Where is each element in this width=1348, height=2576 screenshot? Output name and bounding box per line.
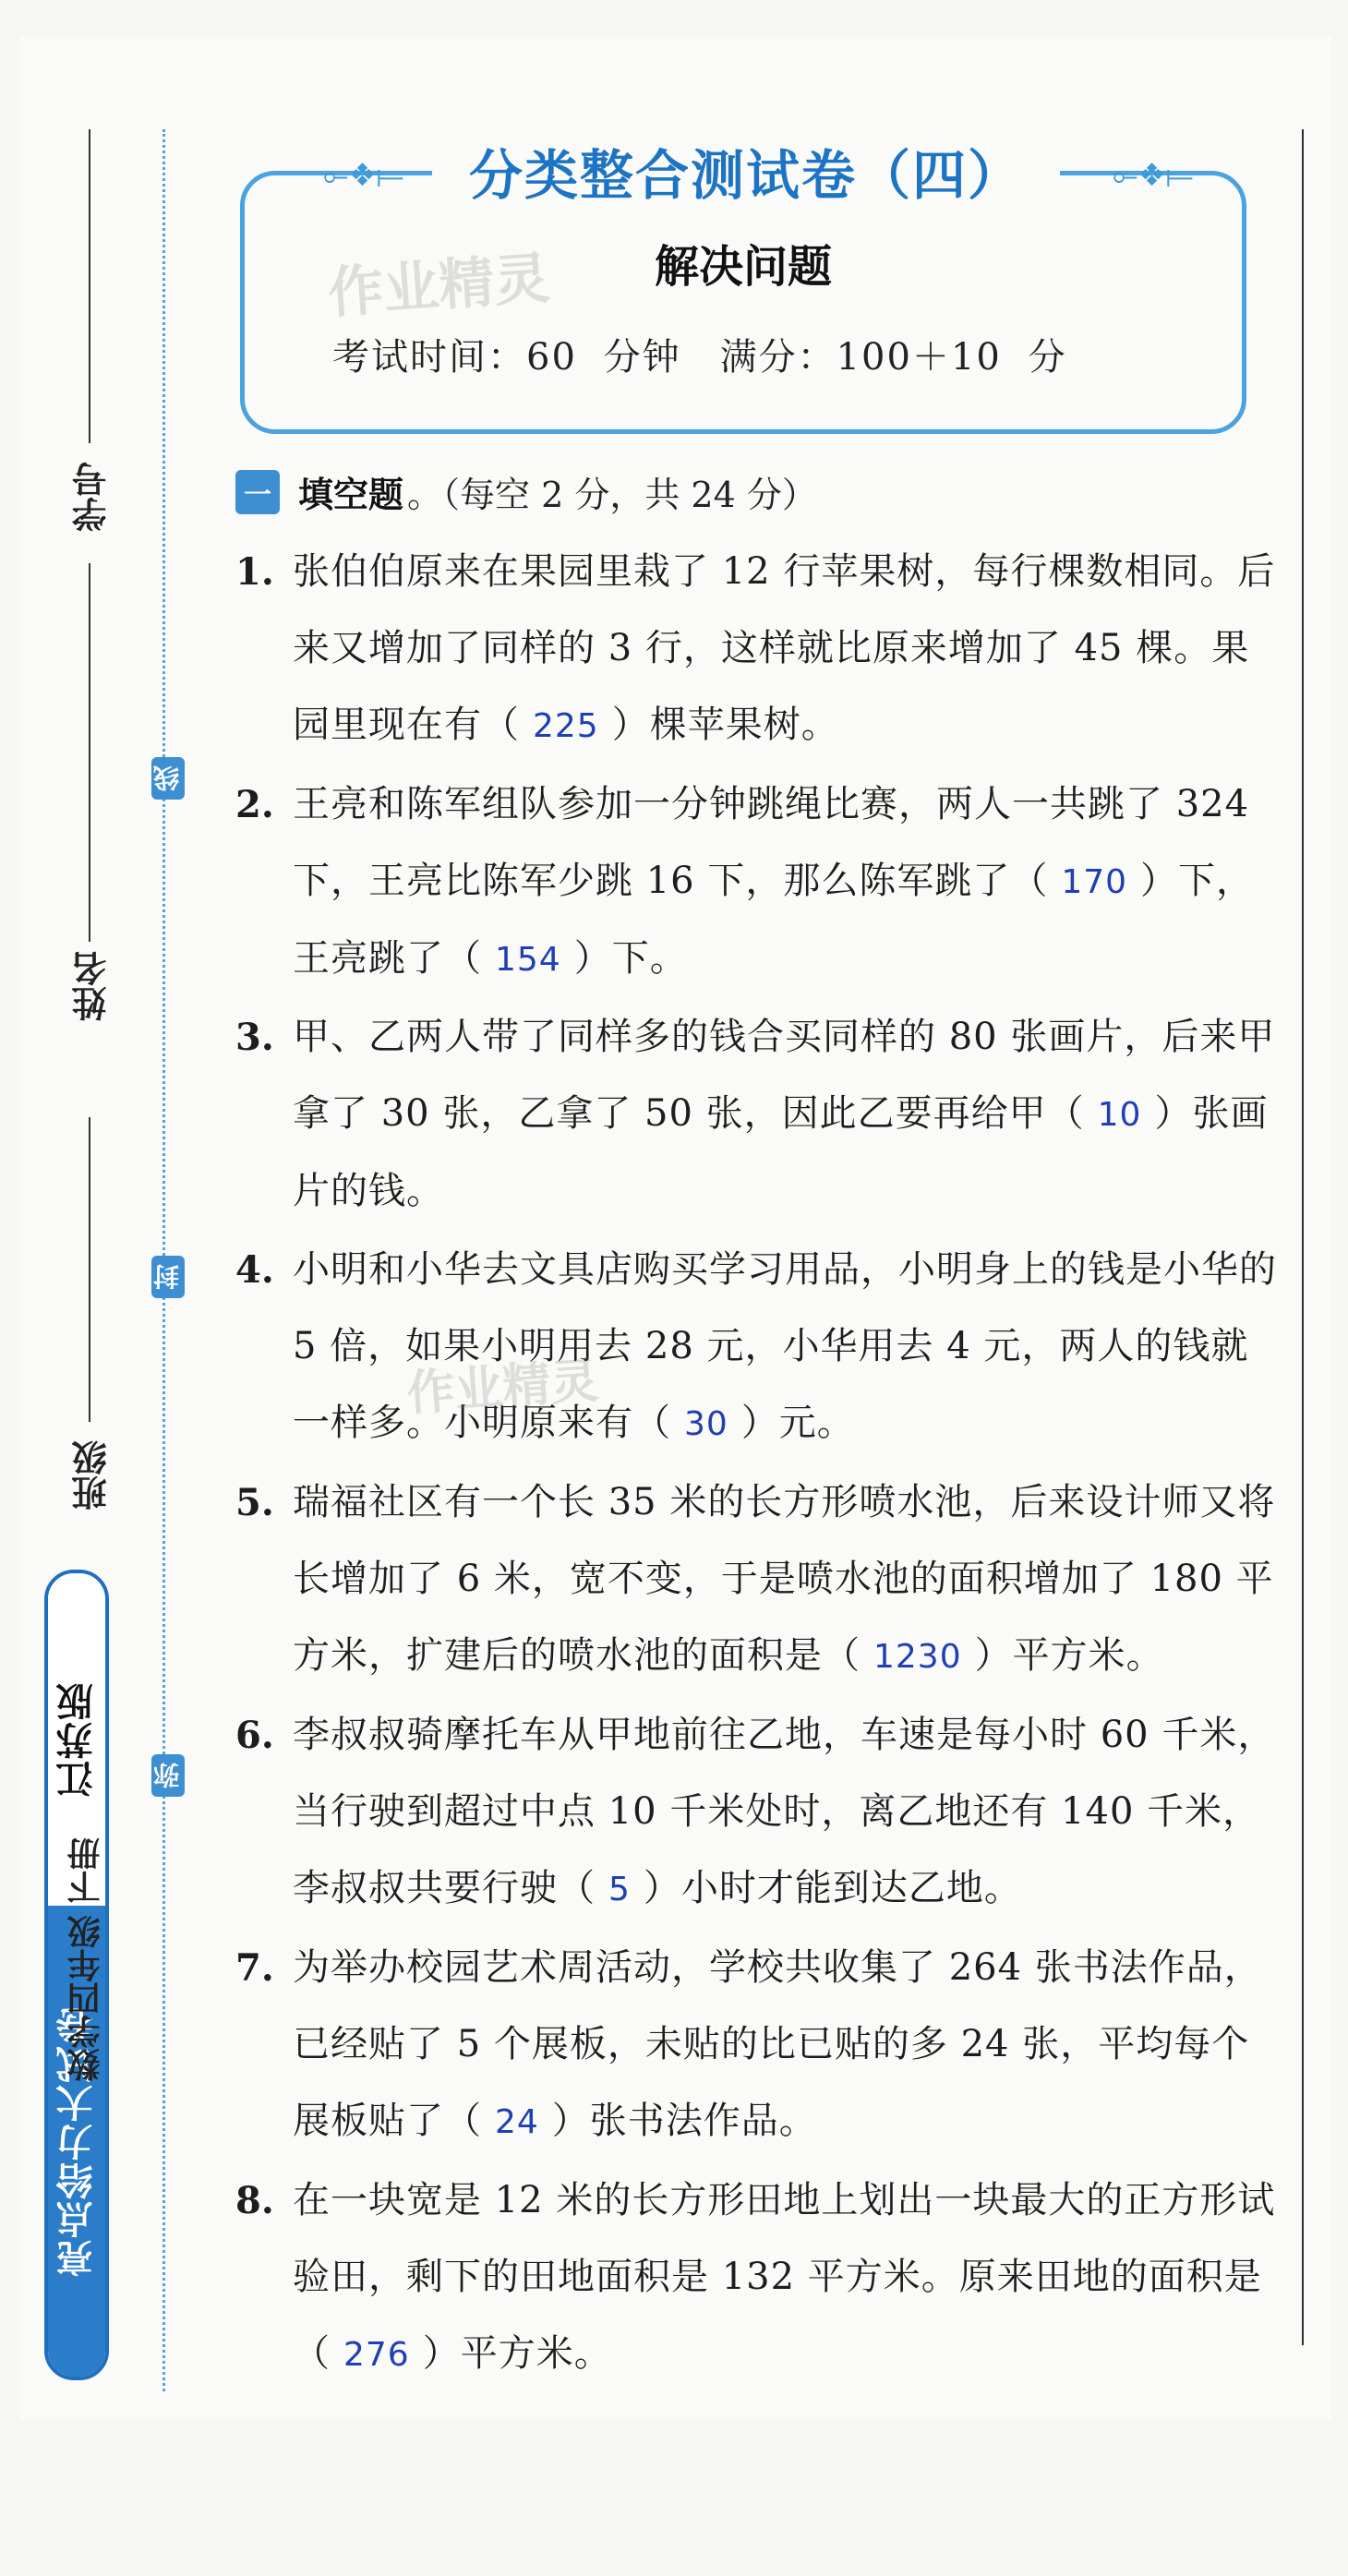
question-text: ）平方米。 xyxy=(422,2332,612,2375)
question-number: 4. xyxy=(235,1248,274,1292)
banji-label: 班级 xyxy=(72,1440,113,1511)
answer: 24 xyxy=(495,2103,539,2141)
question-number: 5. xyxy=(235,1481,274,1524)
right-ornament-icon: ⟜❖⟝ xyxy=(1113,157,1194,194)
exam-info: 考试时间：60 分钟 满分：100＋10 分 xyxy=(332,336,1067,379)
question-number: 1. xyxy=(235,550,274,594)
question-text: ）张书法作品。 xyxy=(551,2100,817,2142)
answer: 225 xyxy=(533,707,599,745)
question-text: ）元。 xyxy=(740,1402,855,1444)
question-text: ）平方米。 xyxy=(974,1634,1164,1677)
question-text: 张伯伯原来在果园里栽了 12 行苹果树，每行棵数相同。后来又增加了同样的 3 行，这样就比原来增加了 45 棵。果园里现在有（ xyxy=(293,550,1276,746)
question-text: 为举办校园艺术周活动，学校共收集了 264 张书法作品，已经贴了 5 个展板，未贴的比已贴的多 24 张，平均每个展板贴了（ xyxy=(293,1946,1262,2142)
question-number: 2. xyxy=(235,783,274,826)
left-ornament-icon: ⟜❖⟝ xyxy=(323,157,404,194)
watermark-1: 作业精灵 xyxy=(326,246,552,327)
section-title: 填空题 xyxy=(298,475,404,515)
seal-xian: 线 xyxy=(151,757,185,800)
question-text: ）下。 xyxy=(573,937,688,980)
question-3 xyxy=(235,999,1279,1230)
question-text: ）棵苹果树。 xyxy=(611,704,839,746)
question-text: ）下，王亮跳了（ xyxy=(293,860,1255,980)
page-title: 分类整合测试卷（四） xyxy=(468,144,1023,207)
answer: 170 xyxy=(1061,863,1128,901)
question-8 xyxy=(235,2162,1279,2393)
question-text: 在一块宽是 12 米的长方形田地上划出一块最大的正方形试验田，剩下的田地面积是 132 平方米。原来田地的面积是（ xyxy=(293,2179,1276,2375)
question-number: 3. xyxy=(235,1016,274,1059)
title-wrap xyxy=(432,138,1060,207)
answer: 1230 xyxy=(873,1638,962,1676)
question-text: 小明和小华去文具店购买学习用品，小明身上的钱是小华的 5 倍，如果小明用去 28 元，小华用去 4 元，两人的钱就一样多。小明原来有（ xyxy=(293,1248,1277,1444)
question-5 xyxy=(235,1464,1279,1695)
answer: 30 xyxy=(684,1405,728,1443)
question-4 xyxy=(235,1232,1279,1463)
watermark-2: 作业精灵 xyxy=(404,1353,601,1423)
answer: 154 xyxy=(495,941,561,979)
question-number: 6. xyxy=(235,1714,274,1757)
answer: 5 xyxy=(608,1871,631,1908)
section-heading xyxy=(235,466,817,517)
question-text: 甲、乙两人带了同样多的钱合买同样的 80 张画片，后来甲拿了 30 张，乙拿了 50 张，因此乙要再给甲（ xyxy=(293,1016,1276,1135)
question-2 xyxy=(235,766,1279,998)
question-text: 李叔叔骑摩托车从甲地前往乙地，车速是每小时 60 千米，当行驶到超过中点 10 千米处时，离乙地还有 140 千米，李叔叔共要行驶（ xyxy=(293,1714,1276,1909)
question-number: 7. xyxy=(235,1946,274,1990)
page-subtitle: 解决问题 xyxy=(654,241,832,293)
seal-feng: 封 xyxy=(151,1256,185,1298)
section-note: 。（每空 2 分，共 24 分） xyxy=(407,475,817,515)
question-text: 王亮和陈军组队参加一分钟跳绳比赛，两人一共跳了 324 下，王亮比陈军少跳 16 下，那么陈军跳了（ xyxy=(293,783,1250,902)
xuehao-label: 学号 xyxy=(72,462,113,532)
question-text: 瑞福社区有一个长 35 米的长方形喷水池，后来设计师又将长增加了 6 米，宽不变，于是喷水池的面积增加了 180 平方米，扩建后的喷水池的面积是（ xyxy=(293,1481,1276,1677)
xingming-underline-1 xyxy=(89,563,90,942)
series-edition: 江苏版 xyxy=(55,1681,99,1798)
banji-underline xyxy=(89,1117,90,1422)
question-number: 8. xyxy=(235,2179,274,2222)
series-brand: 亮点给力大试卷 xyxy=(55,2005,99,2277)
series-grade: 数学四年级 下册 xyxy=(67,1837,105,2082)
section-number: 一 xyxy=(235,470,280,514)
question-text: ）张画片的钱。 xyxy=(293,1092,1269,1212)
question-1 xyxy=(235,534,1279,764)
seal-mi: 弥 xyxy=(151,1754,185,1797)
xingming-label: 姓名 xyxy=(72,951,113,1021)
question-text: ）小时才能到达乙地。 xyxy=(643,1867,1022,1909)
question-6 xyxy=(235,1697,1279,1928)
answer: 10 xyxy=(1097,1096,1142,1134)
answer: 276 xyxy=(343,2336,410,2374)
right-border-line xyxy=(1302,129,1304,2345)
question-7 xyxy=(235,1930,1279,2161)
